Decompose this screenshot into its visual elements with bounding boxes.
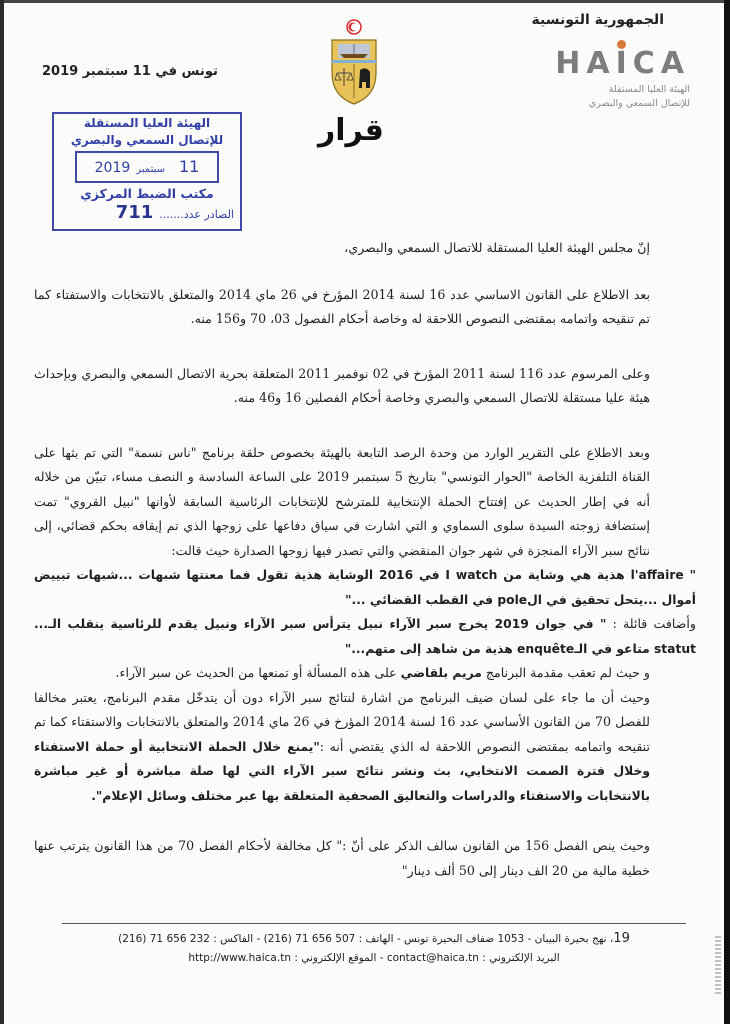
stamp-org-line2: للإتصال السمعي والبصري	[70, 133, 224, 147]
footer-wrap	[62, 923, 686, 968]
coat-of-arms-icon	[326, 18, 382, 108]
stamp-outgoing-number: 711	[115, 202, 154, 223]
stamp-date-year: 2019	[94, 160, 131, 176]
article156-paragraph	[34, 834, 696, 883]
footer-address: ، نهج بحيرة البيبان - 1053 ضفاف البحيرة تونس - الهاتف : 507 656 71 (216) - الفاكس : 232 656 71 (216)	[118, 933, 614, 945]
quote1-text: " l'affaire هذية هي وشاية من I watch في 2016 الوشاية هذية تقول فما معنتها شبهات ...شبهات تبييض أموال ...يتحل تحقيق في الpole في القطب القضائي ..."	[34, 568, 697, 607]
violation-quote: "يمنع خلال الحملة الانتخابية أو حملة الاستفتاء وخلال فترة الصمت الانتخابي، بث ونشر نتائج سبر الآراء التي لها صلة مباشرة أو غير مباشرة بالانتخابات والاستفتاء والدراسات والتعاليق الصحفية المتعلقة بها عبر مختلف وسائل الإعلام".	[34, 739, 650, 803]
stamp-date-box	[75, 151, 219, 183]
law-reference-paragraph	[34, 283, 696, 332]
violation-line	[34, 686, 696, 809]
logo-subtitle-line1: الهيئة العليا المستقلة	[608, 84, 690, 95]
intro-text: إنّ مجلس الهيئة العليا المستقلة للاتصال السمعي والبصري،	[344, 240, 650, 255]
stamp-outgoing-label: الصادر عدد	[183, 208, 234, 221]
report-text: وبعد الاطلاع على التقرير الوارد من وحدة الرصد التابعة بالهيئة بخصوص حلقة برنامج "ناس نسمة" التي تم بثها على القناة التلفزية الخاصة "الحوار التونسي" بتاريخ 5 سبتمبر 2019 على الساعة السادسة و النصف مساء، تبيّن من خلاله أنه في إطار الحديث عن إفتتاح الحملة الإنتخابية للمترشح للإنتخابات الرئاسية السابقة لأوانها "نبيل القروي" تمت إستضافة زوجته السيدة سلوى السماوي و التي اشارت في سياق دفاعها على زوجها الذي تم إيقافه بحكم قضائي، إلى نتائج سبر الآراء المنجزة في شهر جوان المنقضي والتي تصدر فيها زوجها الصدارة حيث قالت:	[34, 444, 650, 558]
stamp-office: مكتب الضبط المركزي	[80, 186, 214, 201]
side-barcode	[715, 934, 721, 994]
report-paragraph	[34, 441, 696, 564]
quote2-intro: وأضافت قائلة :	[606, 616, 696, 631]
presenter-name: مريم بلقاضي	[400, 666, 482, 680]
decision-title: قرار	[318, 113, 384, 148]
quote2-text: " في جوان 2019 يخرج سبر الآراء نبيل يترأس سبر الآراء ونبيل يقدم للرئاسية ينقلب الـ... statut متاعو في الـenquête هذية من شاهد إلى متهم..."	[34, 617, 696, 656]
violation-pre: وحيث أن ما جاء على لسان ضيف البرنامج من اشارة لنتائج سبر الآراء دون أن يتدخّل مقدم البرنامج، يعتبر مخالفا للفصل 70 من القانون الأساسي عدد 16 لسنة 2014 المؤرخ في 26 ماي 2014 والمتعلق بالانتخابات والاستفتاء كما تم تنقيحه واتمامه بمقتضى النصوص اللاحقة له الذي يقتضي أنه :	[34, 689, 650, 754]
logo-wordmark: HAICA	[555, 46, 690, 81]
decree-reference-text: وعلى المرسوم عدد 116 لسنة 2011 المؤرخ في 02 نوفمبر 2011 المتعلقة بحرية الاتصال السمعي والبصري وبإحداث هيئة عليا مستقلة للاتصال السمعي والبصري وخاصة أحكام الفصلين 16 و46 منه.	[34, 365, 650, 405]
footer-contact-line	[62, 949, 686, 968]
document-header	[0, 0, 730, 236]
presenter-post: على هذه المسألة أو تمنعها من الحديث عن سبر الآراء.	[115, 665, 401, 680]
article156-text: وحيث ينص الفصل 156 من القانون سالف الذكر على أنّ :" كل مخالفة لأحكام الفصل 70 من هذا القانون يترتب عنها خطية مالية من 20 الف دينار إلى 50 ألف دينار"	[34, 838, 650, 878]
intro-paragraph	[34, 236, 696, 261]
decree-reference-paragraph	[34, 362, 696, 411]
stamp-outgoing	[54, 202, 240, 226]
footer-email-link[interactable]: contact@haica.tn	[386, 952, 479, 964]
presenter-pre: و حيث لم تعقب مقدمة البرنامج	[481, 665, 650, 680]
presenter-line	[34, 661, 696, 686]
footer-website-link[interactable]: http://www.haica.tn	[188, 952, 291, 964]
decision-body	[34, 236, 696, 883]
stamp-date-day: 11	[179, 157, 200, 176]
republic-heading: الجمهورية التونسية	[531, 12, 664, 28]
quote1-paragraph	[34, 563, 696, 612]
footer	[62, 929, 686, 968]
footer-address-line	[62, 929, 686, 949]
footer-email-label: البريد الإلكتروني :	[478, 952, 560, 964]
footer-website-label: - الموقع الإلكتروني :	[290, 952, 387, 964]
law-reference-text: بعد الاطلاع على القانون الاساسي عدد 16 لسنة 2014 المؤرخ في 26 ماي 2014 والمتعلق بالانتخابات والاستفتاء كما تم تنقيحه واتمامه بمقتضى النصوص اللاحقة له وخاصة أحكام الفصول 03، 70 و156 منه.	[34, 286, 650, 326]
footer-divider	[62, 923, 686, 924]
quote2-paragraph	[34, 612, 696, 661]
registry-stamp	[52, 112, 242, 231]
stamp-org-line1: الهيئة العليا المستقلة	[83, 116, 211, 130]
stamp-date-month: سبتمبر	[136, 164, 165, 175]
logo-subtitle-line2: للإتصال السمعي والبصري	[588, 98, 690, 109]
footer-address-number: 19	[613, 931, 630, 946]
stamp-dots: .......	[159, 208, 184, 221]
document-date: تونس في 11 سبتمبر 2019	[42, 64, 218, 79]
haica-logo	[510, 40, 690, 116]
presenter-and-violation-paragraph	[34, 661, 696, 808]
